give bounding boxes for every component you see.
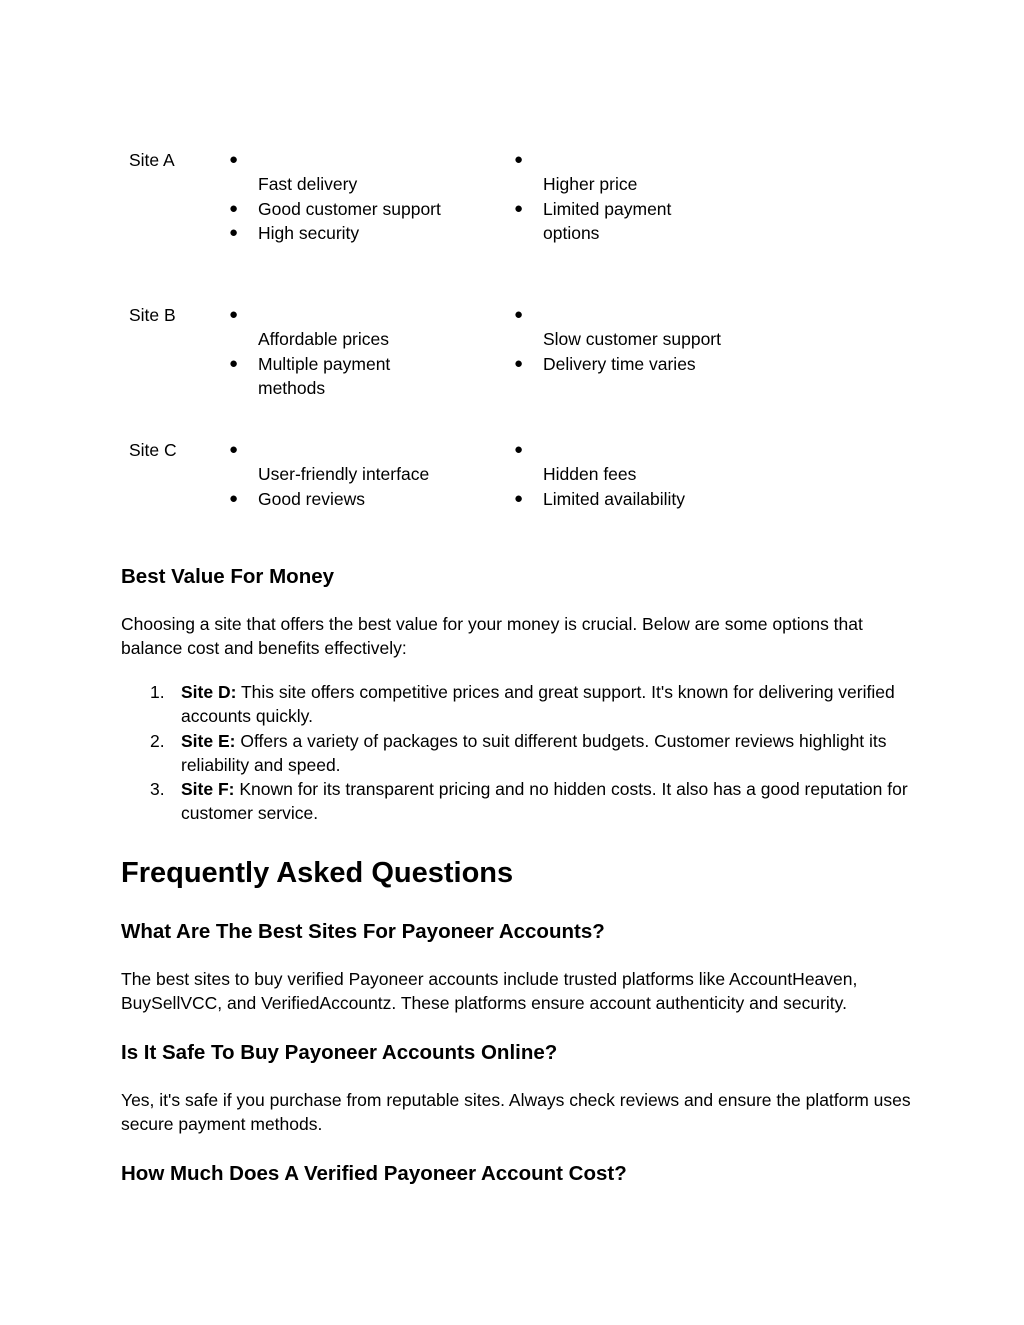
list-item (121, 777, 911, 826)
bullet-icon: ● (229, 151, 239, 168)
list-item (514, 487, 764, 511)
con-text: Limited payment options (543, 198, 672, 243)
cons-list (514, 438, 764, 511)
list-item (229, 221, 479, 245)
item-text: Known for its transparent pricing and no hidden costs. It also has a good reputation for customer service. (181, 779, 908, 824)
bullet-icon: ● (514, 441, 524, 458)
list-item (514, 172, 764, 196)
item-label: Site F: (181, 779, 235, 800)
item-label: Site D: (181, 682, 237, 702)
list-item (121, 729, 911, 778)
list-item (514, 303, 764, 327)
con-text: Higher price (543, 174, 638, 195)
section-heading: Best Value For Money (121, 565, 335, 588)
faq-answer: The best sites to buy verified Payoneer accounts include trusted platforms like AccountHeaven, BuySellVCC, and VerifiedAccountz. These platforms ensure account authenticity and security. (121, 969, 858, 1014)
list-number: 3. (150, 779, 165, 800)
cons-list (514, 303, 764, 376)
faq-question: What Are The Best Sites For Payoneer Accounts? (121, 920, 605, 943)
con-text: Limited availability (543, 488, 686, 509)
pro-text: Fast delivery (258, 174, 358, 195)
list-item (229, 197, 479, 221)
cons-list (514, 148, 764, 245)
list-item (514, 148, 764, 172)
list-item (121, 680, 911, 729)
faq-heading: Frequently Asked Questions (121, 857, 514, 889)
pro-text: Affordable prices (258, 329, 390, 350)
pro-text: Good customer support (258, 198, 441, 219)
list-item (229, 462, 479, 486)
list-item (229, 438, 479, 462)
bullet-icon: ● (514, 199, 524, 217)
bullet-icon: ● (229, 441, 239, 458)
bullet-icon: ● (229, 223, 239, 241)
list-item (229, 487, 479, 511)
bullet-icon: ● (514, 354, 524, 372)
site-name: Site A (129, 150, 175, 170)
list-number: 1. (150, 682, 165, 702)
bullet-icon: ● (229, 199, 239, 217)
item-text: Offers a variety of packages to suit different budgets. Customer reviews highlight its reliability and speed. (181, 730, 887, 775)
bullet-icon: ● (514, 151, 524, 168)
pros-list (229, 303, 479, 400)
site-name: Site C (129, 440, 177, 460)
con-text: Delivery time varies (543, 353, 696, 374)
site-name: Site B (129, 305, 176, 325)
pro-text: Good reviews (258, 488, 365, 509)
list-item (514, 197, 703, 246)
pros-list (229, 148, 479, 245)
faq-question: Is It Safe To Buy Payoneer Accounts Online? (121, 1041, 558, 1064)
list-item (514, 438, 764, 462)
list-item (514, 352, 764, 376)
bullet-icon: ● (229, 354, 239, 372)
bullet-icon: ● (229, 306, 239, 323)
list-item (229, 352, 408, 401)
list-item (514, 462, 764, 486)
bullet-icon: ● (514, 489, 524, 507)
list-item (229, 148, 479, 172)
list-item (229, 327, 479, 351)
pro-text: Multiple payment methods (258, 353, 391, 398)
item-label: Site E: (181, 730, 236, 751)
list-number: 2. (150, 730, 165, 751)
pro-text: High security (258, 222, 360, 243)
con-text: Slow customer support (543, 329, 721, 350)
list-item (229, 303, 479, 327)
list-item (229, 172, 479, 196)
item-text: This site offers competitive prices and great support. It's known for delivering verified accounts quickly. (181, 682, 895, 727)
list-item (514, 327, 764, 351)
pros-list (229, 438, 479, 511)
con-text: Hidden fees (543, 464, 637, 485)
section-intro: Choosing a site that offers the best value for your money is crucial. Below are some options that balance cost and benefits effectively: (121, 614, 863, 659)
bullet-icon: ● (514, 306, 524, 323)
bullet-icon: ● (229, 489, 239, 507)
pro-text: User-friendly interface (258, 464, 430, 485)
faq-answer: Yes, it's safe if you purchase from reputable sites. Always check reviews and ensure the platform uses secure payment methods. (121, 1090, 911, 1135)
best-value-list (121, 680, 911, 826)
faq-question: How Much Does A Verified Payoneer Account Cost? (121, 1162, 627, 1185)
